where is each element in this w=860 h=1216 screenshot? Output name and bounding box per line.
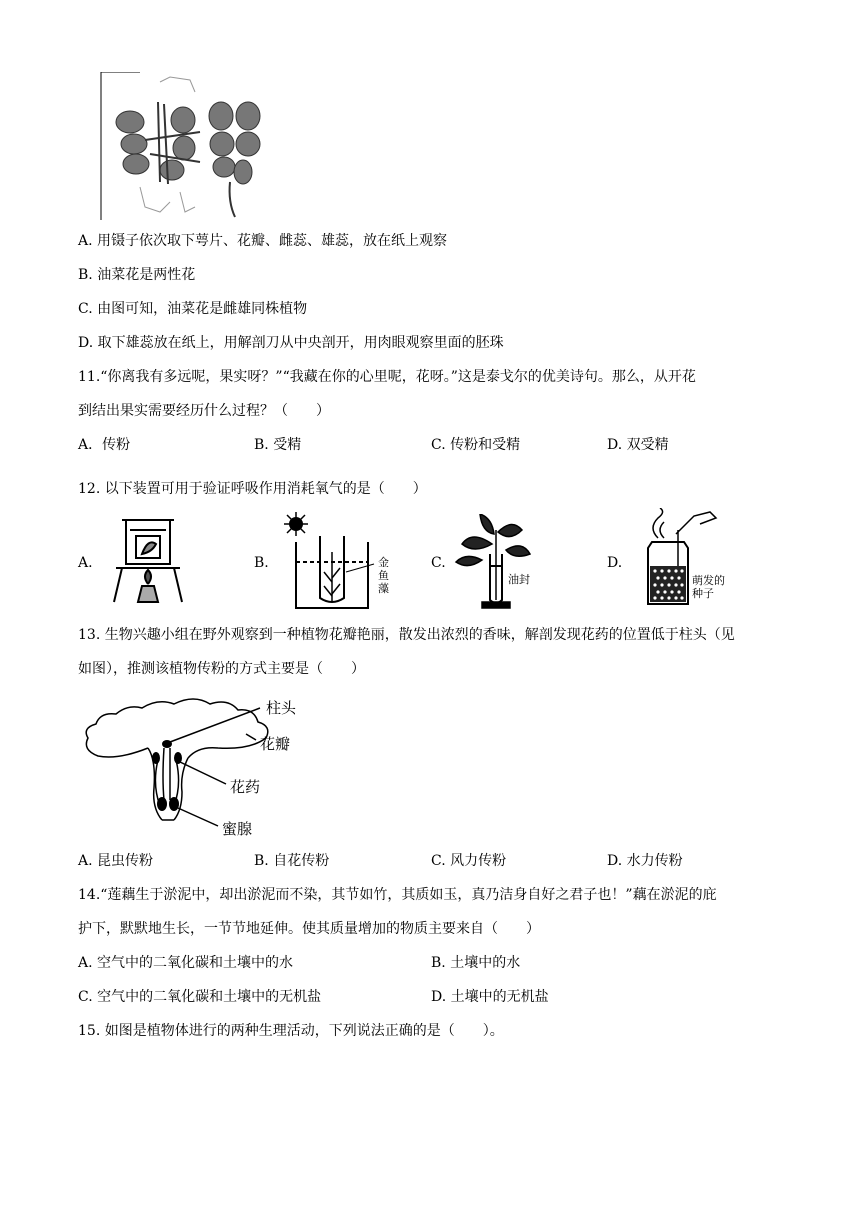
q13-option-b: B. 自花传粉: [254, 853, 330, 869]
q14-option-b: B. 土壤中的水: [431, 955, 521, 971]
q10-option-b: B. 油菜花是两性花: [78, 267, 196, 283]
q10-option-d: D. 取下雄蕊放在纸上，用解剖刀从中央剖开，用肉眼观察里面的胚珠: [78, 335, 504, 351]
q12-c-oil-seal-label: 油封: [508, 573, 530, 586]
label-stigma: 柱头: [266, 699, 297, 717]
q11-stem-line1: 11.“你离我有多远呢，果实呀？”“我藏在你的心里呢，花呀。”这是泰戈尔的优美诗句。那么，从开花: [78, 369, 696, 385]
q12-stem: 12. 以下装置可用于验证呼吸作用消耗氧气的是（ ）: [78, 481, 427, 497]
rapeseed-flower-dissection-figure: [100, 72, 270, 220]
q14-option-a: A. 空气中的二氧化碳和土壤中的水: [78, 955, 294, 971]
label-petal: 花瓣: [260, 735, 291, 753]
q13-option-d: D. 水力传粉: [607, 853, 683, 869]
q12-option-a-label: A.: [78, 555, 93, 571]
q11-option-b: B. 受精: [254, 437, 302, 453]
q13-option-a: A. 昆虫传粉: [78, 853, 154, 869]
q10-option-a: A. 用镊子依次取下萼片、花瓣、雌蕊、雄蕊，放在纸上观察: [78, 233, 448, 249]
q14-option-d: D. 土壤中的无机盐: [431, 989, 549, 1005]
q11-option-a: A．传粉: [78, 437, 131, 453]
q12-c-apparatus-figure: [452, 514, 552, 610]
q12-a-apparatus-figure: [112, 514, 184, 606]
q14-stem-line2: 护下，默默地生长，一节节地延伸。使其质量增加的物质主要来自（ ）: [78, 921, 540, 937]
q12-option-d-label: D.: [607, 555, 623, 571]
q12-option-b-label: B.: [254, 555, 269, 571]
label-nectary: 蜜腺: [222, 820, 253, 838]
q14-option-c: C. 空气中的二氧化碳和土壤中的无机盐: [78, 989, 322, 1005]
q13-stem-line2: 如图），推测该植物传粉的方式主要是（ ）: [78, 661, 365, 677]
q13-option-c: C. 风力传粉: [431, 853, 507, 869]
q14-stem-line1: 14.“莲藕生于淤泥中，却出淤泥而不染，其节如竹，其质如玉，真乃洁身自好之君子也！”藕在淤泥的庇: [78, 887, 717, 903]
q13-stem-line1: 13. 生物兴趣小组在野外观察到一种植物花瓣艳丽，散发出浓烈的香味，解剖发现花药的位置低于柱头（见: [78, 627, 735, 643]
q11-option-d: D. 双受精: [607, 437, 669, 453]
q12-option-c-label: C.: [431, 555, 446, 571]
q12-d-seed-label: 萌发的 种子: [692, 574, 725, 600]
q12-b-goldfish-weed-label: 金 鱼 藻: [378, 556, 389, 595]
label-anther: 花药: [230, 778, 261, 796]
q15-stem: 15. 如图是植物体进行的两种生理活动，下列说法正确的是（ ）。: [78, 1023, 504, 1039]
q11-stem-line2: 到结出果实需要经历什么过程？（ ）: [78, 403, 330, 419]
q10-option-c: C. 由图可知，油菜花是雌雄同株植物: [78, 301, 308, 317]
q11-option-c: C. 传粉和受精: [431, 437, 521, 453]
